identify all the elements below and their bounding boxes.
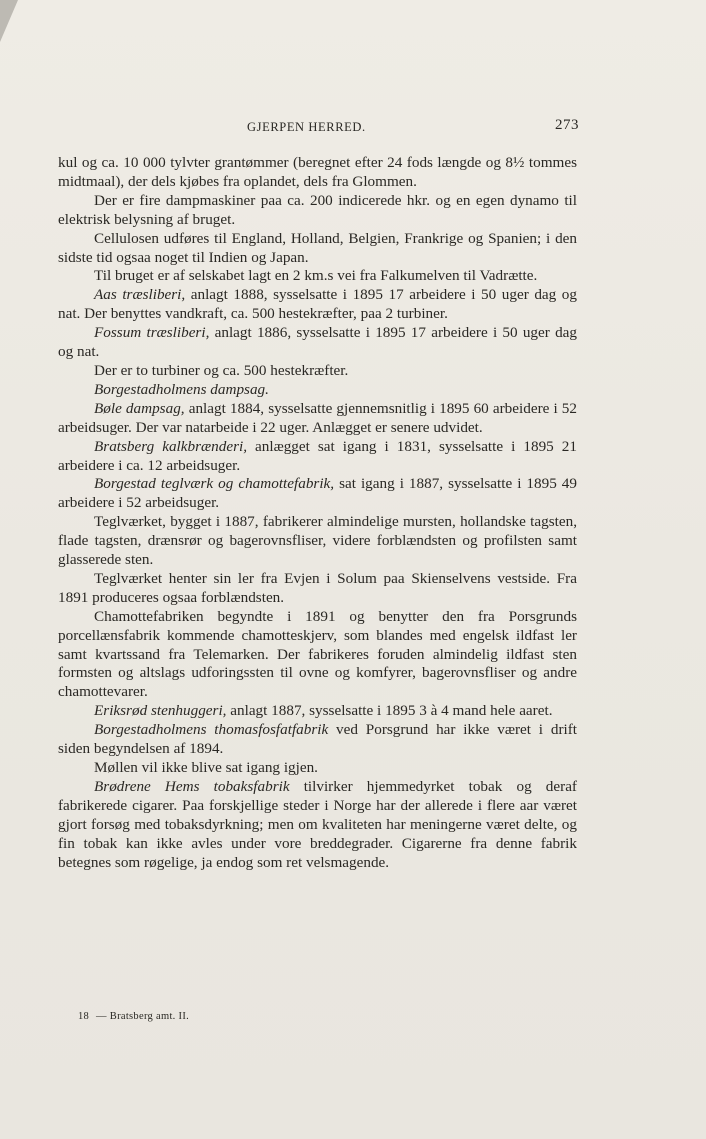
page-corner-shadow (0, 0, 18, 42)
page-header (58, 117, 579, 138)
paragraph (58, 778, 577, 873)
signature-line (78, 1011, 193, 1022)
paragraph-text: Møllen vil ikke blive sat igang igjen. (94, 759, 318, 776)
paragraph (58, 362, 577, 381)
paragraph (58, 381, 577, 400)
paragraph (58, 438, 577, 476)
paragraph (58, 570, 577, 608)
paragraph-text: anlagt 1886, sysselsatte i 1895 17 arbeidere i 50 uger dag og nat. (58, 324, 577, 361)
paragraph-text: sat igang i 1887, sysselsatte i 1895 49 arbeidere i 52 arbeidsuger. (58, 475, 577, 512)
paragraph-text: anlagt 1884, sysselsatte gjennemsnitlig i 1895 60 arbeidere i 52 arbeidsuger. Der var natarbeide i 22 uger. Anlægget er senere udvidet. (58, 399, 577, 436)
paragraph-italic-lead: Brødrene Hems tobaksfabrik (94, 777, 290, 795)
paragraph-italic-lead: Borgestadholmens thomasfosfatfabrik (94, 721, 329, 739)
paragraph-italic-lead: Borgestad teglværk og chamottefabrik, (94, 475, 335, 493)
signature-text: — Bratsberg amt. II. (96, 1011, 190, 1022)
paragraph-italic-lead: Fossum træsliberi, (94, 324, 210, 342)
paragraph-text: Til bruget er af selskabet lagt en 2 km.s vei fra Falkumelven til Vadrætte. (94, 267, 538, 285)
paragraph (58, 475, 577, 513)
paragraph-text: anlagt 1888, sysselsatte i 1895 17 arbeidere i 50 uger dag og nat. Der benyttes vandkraft, ca. 500 hestekræfter, paa 2 turbiner. (58, 286, 577, 323)
paragraph-text: kul og ca. 10 000 tylvter grantømmer (beregnet efter 24 fods længde og 8½ tommes midtmaal), der dels kjøbes fra oplandet, dels fra Glommen. (58, 154, 577, 190)
signature-number: 18 (78, 1011, 90, 1022)
paragraph (58, 267, 577, 286)
paragraph-text: tilvirker hjemmedyrket tobak og deraf fabrikerede cigarer. Paa forskjellige steder i Norge har der allerede i flere aar været gjort forsøg med tobaksdyrkning; men om kvaliteten har meningerne været delte, og fin tobak kan ikke avles under vore breddegrader. Cigarerne fra denne fabrik betegnes som røgelige, ja endog som ret velsmagende. (58, 777, 577, 871)
paragraph-text: Der er to turbiner og ca. 500 hestekræfter. (94, 361, 349, 379)
paragraph (58, 324, 577, 362)
paragraph (58, 192, 577, 230)
paragraph (58, 759, 577, 778)
paragraph (58, 286, 577, 324)
paragraph (58, 721, 577, 759)
paragraph-text: Teglværket, bygget i 1887, fabrikerer almindelige mursten, hollandske tagsten, flade tagsten, drænsrør og bagerovnsfliser, videre forblændsten og profilsten samt glasserede sten. (58, 513, 577, 569)
paragraph (58, 608, 577, 703)
paragraph-italic-lead: Eriksrød stenhuggeri, (94, 702, 227, 720)
paragraph-italic-lead: Aas træsliberi, (94, 286, 186, 304)
paragraph-italic-lead: Borgestadholmens dampsag. (94, 380, 269, 398)
paragraph-text: Teglværket henter sin ler fra Evjen i Solum paa Skienselvens vestside. Fra 1891 produceres ogsaa forblændsten. (58, 569, 577, 606)
paragraph-text: ved Porsgrund har ikke været i drift siden begyndelsen af 1894. (58, 721, 577, 758)
paragraph (58, 400, 577, 438)
body-text (58, 154, 577, 872)
paragraph (58, 154, 577, 192)
paragraph-italic-lead: Bøle dampsag, (94, 399, 185, 417)
paragraph-italic-lead: Bratsberg kalkbrænderi, (94, 437, 247, 455)
page-number: 273 (555, 117, 579, 133)
paragraph-text: Cellulosen udføres til England, Holland, Belgien, Frankrige og Spanien; i den sidste tid ogsaa noget til Indien og Japan. (58, 229, 577, 266)
paragraph (58, 702, 577, 721)
paragraph (58, 230, 577, 268)
paragraph-text: Chamottefabriken begyndte i 1891 og benytter den fra Porsgrunds porcellænsfabrik kommende chamotteskjerv, som blandes med engelsk ildfast ler samt kvartssand fra Telemarken. Der fabrikeres foruden almindelig ildfast sten formsten og altslags udforingssten til ovne og komfyrer, bagerovnsfliser og andre chamottevarer. (58, 607, 577, 701)
paragraph-text: anlægget sat igang i 1831, sysselsatte i 1895 21 arbeidere i ca. 12 arbeidsuger. (58, 437, 577, 474)
paragraph-text: Der er fire dampmaskiner paa ca. 200 indicerede hkr. og en egen dynamo til elektrisk belysning af bruget. (58, 191, 577, 228)
running-title: GJERPEN HERRED. (247, 120, 366, 134)
paragraph-text: anlagt 1887, sysselsatte i 1895 3 à 4 mand hele aaret. (226, 702, 553, 720)
paragraph (58, 513, 577, 570)
